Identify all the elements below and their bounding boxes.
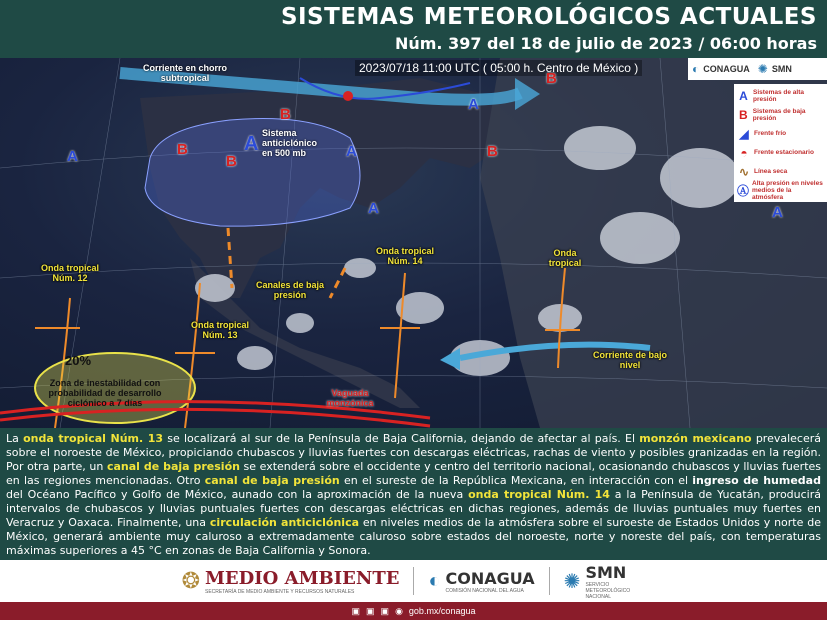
smn-icon: ✺: [563, 570, 581, 593]
legend-high-label: Sistemas de alta presión: [753, 88, 804, 103]
desc-text: se localizará al sur de la Península de Baja California, dejando de afectar al país. El: [163, 432, 640, 445]
page-title: SISTEMAS METEOROLÓGICOS ACTUALES: [280, 4, 817, 30]
legend-item-stationary-front: [737, 143, 824, 162]
legend-item-cold-front: [737, 124, 824, 143]
smn-logo-text: SMN: [771, 64, 792, 74]
high-pressure-3: A: [346, 143, 357, 160]
org-conagua-sub: COMISIÓN NACIONAL DEL AGUA: [445, 587, 524, 594]
low-pressure-1: B: [280, 106, 291, 123]
legend-item-high: [737, 86, 824, 105]
conagua-icon: ◐: [428, 569, 441, 592]
instagram-icon[interactable]: ◉: [395, 605, 403, 616]
label-low-channels: Canales de baja presión: [255, 280, 325, 300]
conagua-logo-icon: ◐: [692, 62, 700, 76]
page-subtitle: Núm. 397 del 18 de julio de 2023 / 06:00 horas: [394, 34, 817, 53]
desc-highlight: canal de baja presión: [204, 474, 340, 487]
legend-cold-front-label: Frente frío: [754, 130, 787, 137]
twitter-icon[interactable]: ▣: [366, 605, 375, 616]
legend-high-symbol: A: [739, 88, 748, 103]
footer-logos: [0, 560, 827, 602]
low-level-arrow-head: [440, 348, 460, 370]
desc-text: en niveles medios de la atmósfera sobre el suroeste de Estados Unidos y norte de México, generará ambiente muy caluroso a extremadamente caluroso sobre estados del noroeste, norte y noreste del país, con temperaturas máximas superiores a 45 °C en zonas de Baja California y Sonora.: [6, 516, 822, 557]
front-stationary-icon: ◓: [740, 145, 748, 160]
low-pressure-2: B: [177, 141, 188, 158]
high-pressure-5: A: [468, 96, 479, 113]
legend-upper-high-label: Alta presión en niveles medios de la atmósfera: [752, 180, 823, 201]
social-bar: [0, 602, 827, 620]
label-low-level-current: Corriente de bajo nivel: [592, 350, 667, 370]
label-monsoon-trough: Vaguada monzónica: [326, 388, 374, 408]
header: [0, 0, 827, 58]
org-smn: SMN: [585, 562, 627, 582]
high-pressure-1: A: [67, 148, 78, 165]
org-medio-ambiente-sub: SECRETARÍA DE MEDIO AMBIENTE Y RECURSOS NATURALES: [205, 588, 355, 595]
label-anticyclone: Sistema anticiclónico en 500 mb: [262, 128, 318, 158]
conagua-footer-logo: [428, 569, 534, 594]
desc-text: en el sureste de la República Mexicana, en interacción con el: [339, 474, 693, 487]
legend-stationary-label: Frente estacionario: [754, 149, 814, 156]
desc-highlight: onda tropical Núm. 13: [23, 432, 164, 445]
high-pressure-4: A: [368, 200, 379, 217]
low-pressure-4: B: [487, 143, 498, 160]
desc-text: se extenderá sobre el occidente y centro del territorio nacional, ocasionando chubascos y lluvias fuertes en las regiones mencionadas. Otro: [6, 460, 822, 487]
footer-separator: [549, 567, 550, 595]
desc-highlight: canal de baja presión: [106, 460, 240, 473]
map-logos: [688, 58, 827, 80]
map-graphics: [0, 58, 827, 428]
footer-separator: [413, 567, 414, 595]
weather-map: [0, 58, 827, 428]
legend-dry-line-label: Línea seca: [754, 168, 788, 175]
front-cold-icon: ◢: [739, 126, 749, 141]
conagua-logo-text: CONAGUA: [703, 64, 750, 74]
youtube-icon[interactable]: ▣: [380, 605, 390, 616]
label-wave-13: Onda tropical Núm. 13: [190, 320, 249, 340]
low-pressure-3: B: [226, 153, 237, 170]
label-instability-pct: 20%: [64, 353, 92, 368]
smn-logo-icon: ✺: [757, 62, 768, 76]
high-pressure-6: A: [772, 204, 783, 221]
image-timestamp: 2023/07/18 11:00 UTC ( 05:00 h. Centro de México ): [355, 60, 642, 76]
forecast-paragraph: [6, 432, 821, 558]
legend-item-low: [737, 105, 824, 124]
org-medio-ambiente: MEDIO AMBIENTE: [205, 567, 400, 589]
upper-high-icon: Ⓐ: [737, 184, 750, 198]
label-wave-12: Onda tropical Núm. 12: [40, 263, 99, 283]
high-pressure-2: A: [244, 133, 259, 155]
org-smn-sub: SERVICIO METEOROLÓGICO NACIONAL: [585, 581, 631, 600]
map-legend: [734, 84, 827, 202]
desc-bold: ingreso de humedad: [692, 474, 821, 487]
legend-low-label: Sistemas de baja presión: [752, 107, 806, 122]
smn-footer-logo: [564, 563, 646, 600]
legend-item-dry-line: [737, 162, 824, 181]
legend-low-symbol: B: [739, 107, 748, 122]
desc-text: a la Península de Yucatán, producirá intervalos de chubascos y lluvias puntuales fuertes con descargas eléctricas en dichas regiones, además de lluvias puntuales muy fuertes en Veracruz y Oaxaca. Finalmente, una: [6, 488, 821, 529]
desc-text: La: [6, 432, 24, 445]
desc-text: del Océano Pacífico y Golfo de México, aunado con la aproximación de la nueva: [6, 488, 469, 501]
desc-highlight: onda tropical Núm. 14: [468, 488, 610, 501]
label-wave-14: Onda tropical Núm. 14: [375, 246, 434, 266]
desc-text: prevalecerá sobre el noroeste de México, propiciando chubascos y lluvias fuertes con descargas eléctricas, rachas de viento y posibles granizadas en la región. Por otra parte, un: [6, 432, 822, 473]
legend-item-upper-high: [737, 181, 824, 200]
website-link[interactable]: gob.mx/conagua: [408, 606, 476, 616]
org-conagua: CONAGUA: [445, 568, 535, 588]
forecast-description: [0, 428, 827, 560]
mexico-seal-icon: ❂: [181, 568, 200, 593]
stationary-front-marker: [343, 91, 353, 101]
label-wave-east: Onda tropical: [548, 248, 582, 268]
label-subtropical-jet: Corriente en chorro subtropical: [142, 63, 227, 83]
label-instability-zone: Zona de inestabilidad con probabilidad de desarrollo ciclónico a 7 días: [48, 378, 162, 408]
desc-highlight: circulación anticiclónica: [209, 516, 360, 529]
facebook-icon[interactable]: ▣: [351, 605, 361, 616]
desc-highlight: monzón mexicano: [639, 432, 752, 445]
dry-line-icon: ∿: [738, 164, 750, 179]
medio-ambiente-logo: [182, 568, 400, 595]
low-pressure-5: B: [546, 70, 557, 87]
